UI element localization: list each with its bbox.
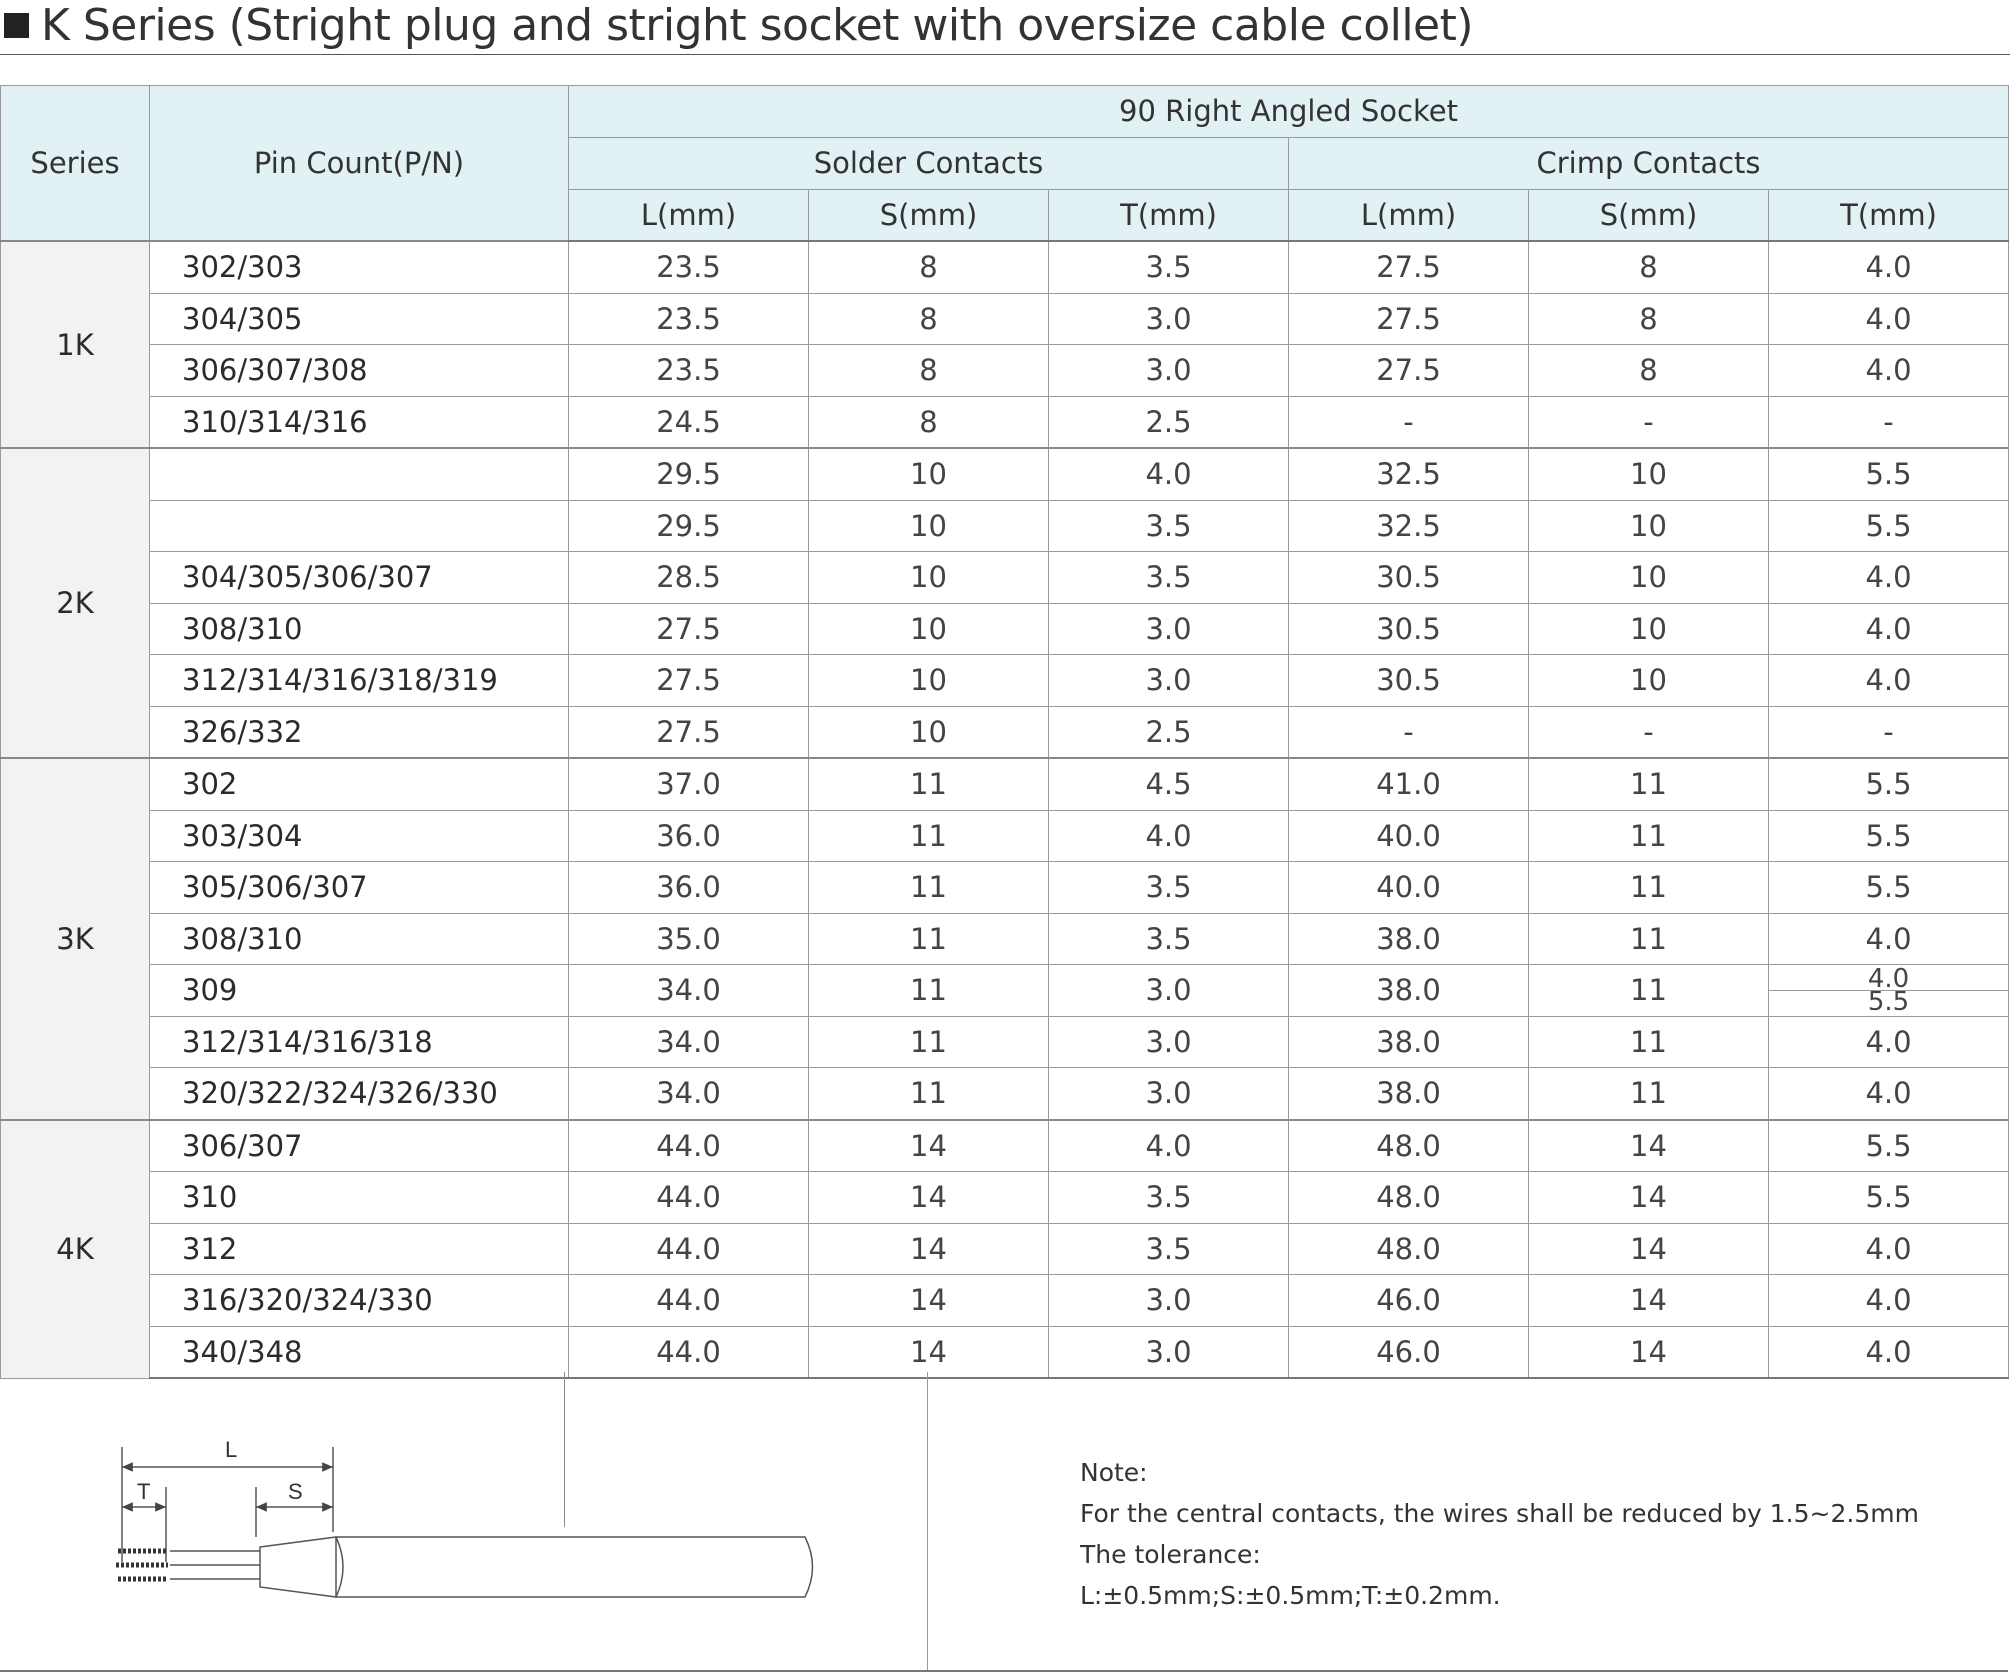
value-cell: 24.5 bbox=[569, 396, 809, 448]
value-cell: 2.5 bbox=[1049, 396, 1289, 448]
footer-divider bbox=[927, 1372, 928, 1670]
value-cell: 44.0 bbox=[569, 1275, 809, 1327]
value-cell: 38.0 bbox=[1289, 1068, 1529, 1120]
table-row bbox=[1, 810, 2009, 862]
table-row bbox=[1, 293, 2009, 345]
value-cell: 5.5 bbox=[1769, 448, 2009, 500]
value-cell: 4.0 bbox=[1769, 1275, 2009, 1327]
value-cell: 10 bbox=[809, 552, 1049, 604]
value-cell: 48.0 bbox=[1289, 1223, 1529, 1275]
value-cell: 14 bbox=[809, 1120, 1049, 1172]
value-cell: 48.0 bbox=[1289, 1120, 1529, 1172]
table-row bbox=[1, 706, 2009, 758]
pin-count-cell: 316/320/324/330 bbox=[150, 1275, 569, 1327]
value-cell: 44.0 bbox=[569, 1326, 809, 1378]
cable-dimension-diagram bbox=[100, 1427, 820, 1627]
note-block bbox=[1080, 1452, 1919, 1616]
value-cell: 8 bbox=[809, 345, 1049, 397]
note-line: L:±0.5mm;S:±0.5mm;T:±0.2mm. bbox=[1080, 1581, 1501, 1610]
table-row bbox=[1, 655, 2009, 707]
split-value: 5.5 bbox=[1867, 986, 1910, 1016]
value-cell: 14 bbox=[1529, 1172, 1769, 1224]
value-cell: 14 bbox=[1529, 1326, 1769, 1378]
split-value: 4.0 bbox=[1769, 968, 2008, 991]
pin-count-cell: 326/332 bbox=[150, 706, 569, 758]
value-cell: - bbox=[1529, 396, 1769, 448]
value-cell: 46.0 bbox=[1289, 1275, 1529, 1327]
page-title bbox=[2, 0, 1473, 50]
value-cell: 3.0 bbox=[1049, 293, 1289, 345]
header-col: L(mm) bbox=[1289, 189, 1529, 241]
value-cell: 14 bbox=[1529, 1120, 1769, 1172]
value-cell: 5.5 bbox=[1769, 862, 2009, 914]
value-cell: 10 bbox=[1529, 448, 1769, 500]
value-cell: 10 bbox=[1529, 552, 1769, 604]
value-cell: 27.5 bbox=[569, 655, 809, 707]
value-cell: 23.5 bbox=[569, 241, 809, 293]
table-row bbox=[1, 1172, 2009, 1224]
table-row bbox=[1, 1326, 2009, 1378]
value-cell: 3.0 bbox=[1049, 1326, 1289, 1378]
header-pin-count: Pin Count(P/N) bbox=[150, 86, 569, 242]
pin-count-cell: 305/306/307 bbox=[150, 862, 569, 914]
value-cell: 3.5 bbox=[1049, 552, 1289, 604]
pin-count-cell: 304/305 bbox=[150, 293, 569, 345]
value-cell: 14 bbox=[809, 1275, 1049, 1327]
pin-count-cell: 310/314/316 bbox=[150, 396, 569, 448]
header-col: L(mm) bbox=[569, 189, 809, 241]
value-cell: 3.5 bbox=[1049, 241, 1289, 293]
value-cell: 5.5 bbox=[1769, 500, 2009, 552]
table-row bbox=[1, 862, 2009, 914]
pin-count-cell: 312/314/316/318/319 bbox=[150, 655, 569, 707]
pin-count-cell: 308/310 bbox=[150, 603, 569, 655]
pin-count-cell: 304/305/306/307 bbox=[150, 552, 569, 604]
value-cell: 35.0 bbox=[569, 913, 809, 965]
value-cell: 11 bbox=[809, 1016, 1049, 1068]
value-cell: 30.5 bbox=[1289, 603, 1529, 655]
value-cell: 11 bbox=[1529, 913, 1769, 965]
table-row bbox=[1, 1016, 2009, 1068]
value-cell: 40.0 bbox=[1289, 862, 1529, 914]
value-cell: 14 bbox=[809, 1326, 1049, 1378]
table-row bbox=[1, 345, 2009, 397]
value-cell: 10 bbox=[809, 655, 1049, 707]
value-cell: 5.5 bbox=[1769, 758, 2009, 810]
value-cell: 10 bbox=[809, 706, 1049, 758]
value-cell: 4.0 bbox=[1049, 810, 1289, 862]
value-cell: 27.5 bbox=[1289, 293, 1529, 345]
pin-count-cell: 302/303 bbox=[150, 241, 569, 293]
value-cell: 28.5 bbox=[569, 552, 809, 604]
value-cell: 10 bbox=[809, 603, 1049, 655]
value-cell: 29.5 bbox=[569, 448, 809, 500]
value-cell: 30.5 bbox=[1289, 552, 1529, 604]
value-cell: 32.5 bbox=[1289, 500, 1529, 552]
value-cell: 4.0 bbox=[1049, 448, 1289, 500]
value-cell: 11 bbox=[1529, 1016, 1769, 1068]
header-series: Series bbox=[1, 86, 150, 242]
value-cell: 3.5 bbox=[1049, 500, 1289, 552]
value-cell: 5.5 bbox=[1769, 810, 2009, 862]
footer-panel bbox=[0, 1372, 2008, 1672]
value-cell: 8 bbox=[1529, 293, 1769, 345]
value-cell: 11 bbox=[1529, 862, 1769, 914]
value-cell: - bbox=[1529, 706, 1769, 758]
note-line: For the central contacts, the wires shall be reduced by 1.5~2.5mm bbox=[1080, 1499, 1919, 1528]
value-cell: 11 bbox=[1529, 965, 1769, 1017]
series-cell: 1K bbox=[1, 241, 150, 448]
value-cell: 14 bbox=[1529, 1223, 1769, 1275]
value-cell: 11 bbox=[809, 1068, 1049, 1120]
note-heading: Note: bbox=[1080, 1458, 1148, 1487]
dimension-label-s: S bbox=[288, 1479, 303, 1504]
value-cell: 44.0 bbox=[569, 1120, 809, 1172]
value-cell: 4.0 bbox=[1769, 552, 2009, 604]
value-cell: 44.0 bbox=[569, 1223, 809, 1275]
series-cell: 3K bbox=[1, 758, 150, 1120]
value-cell: - bbox=[1769, 396, 2009, 448]
dimension-label-t: T bbox=[137, 1479, 151, 1504]
table-row bbox=[1, 1068, 2009, 1120]
value-cell: 5.5 bbox=[1769, 1120, 2009, 1172]
value-cell: 3.0 bbox=[1049, 345, 1289, 397]
header-col: T(mm) bbox=[1769, 189, 2009, 241]
value-cell: 27.5 bbox=[569, 603, 809, 655]
value-cell: 23.5 bbox=[569, 293, 809, 345]
value-cell: 36.0 bbox=[569, 810, 809, 862]
table-row bbox=[1, 500, 2009, 552]
value-cell: - bbox=[1289, 706, 1529, 758]
value-cell: 4.0 bbox=[1769, 293, 2009, 345]
value-cell: 34.0 bbox=[569, 965, 809, 1017]
value-cell: 14 bbox=[1529, 1275, 1769, 1327]
pin-count-cell: 306/307 bbox=[150, 1120, 569, 1172]
value-cell: 30.5 bbox=[1289, 655, 1529, 707]
value-cell: 10 bbox=[809, 500, 1049, 552]
pin-count-cell: 312/314/316/318 bbox=[150, 1016, 569, 1068]
value-cell: 23.5 bbox=[569, 345, 809, 397]
pin-count-cell: 340/348 bbox=[150, 1326, 569, 1378]
table-row bbox=[1, 1120, 2009, 1172]
value-cell: 34.0 bbox=[569, 1016, 809, 1068]
value-cell: 27.5 bbox=[1289, 345, 1529, 397]
table-row bbox=[1, 603, 2009, 655]
value-cell: 4.0 bbox=[1769, 1068, 2009, 1120]
value-cell: 4.0 bbox=[1769, 1016, 2009, 1068]
value-cell: 4.0 bbox=[1769, 603, 2009, 655]
header-col: S(mm) bbox=[1529, 189, 1769, 241]
value-cell: 4.0 bbox=[1049, 1120, 1289, 1172]
value-cell: 14 bbox=[809, 1223, 1049, 1275]
value-cell: 4.5 bbox=[1049, 758, 1289, 810]
value-cell: 8 bbox=[1529, 345, 1769, 397]
value-cell: 3.0 bbox=[1049, 655, 1289, 707]
value-cell: 10 bbox=[1529, 603, 1769, 655]
value-cell: 4.0 bbox=[1769, 345, 2009, 397]
header-col: S(mm) bbox=[809, 189, 1049, 241]
value-cell: 11 bbox=[809, 810, 1049, 862]
table-row bbox=[1, 913, 2009, 965]
header-col: T(mm) bbox=[1049, 189, 1289, 241]
value-cell: 38.0 bbox=[1289, 965, 1529, 1017]
value-cell: 41.0 bbox=[1289, 758, 1529, 810]
pin-count-cell bbox=[150, 500, 569, 552]
pin-count-cell: 320/322/324/326/330 bbox=[150, 1068, 569, 1120]
value-cell: 3.0 bbox=[1049, 965, 1289, 1017]
value-cell: 3.5 bbox=[1049, 1223, 1289, 1275]
table-row bbox=[1, 758, 2009, 810]
split-value-cell bbox=[1769, 965, 2009, 1017]
value-cell: 3.0 bbox=[1049, 1068, 1289, 1120]
value-cell: 11 bbox=[1529, 1068, 1769, 1120]
series-cell: 4K bbox=[1, 1120, 150, 1379]
value-cell: 4.0 bbox=[1769, 1223, 2009, 1275]
title-divider bbox=[0, 54, 2010, 55]
value-cell: 10 bbox=[1529, 655, 1769, 707]
pin-count-cell: 302 bbox=[150, 758, 569, 810]
value-cell: 3.0 bbox=[1049, 1016, 1289, 1068]
value-cell: 4.0 bbox=[1769, 241, 2009, 293]
value-cell: 46.0 bbox=[1289, 1326, 1529, 1378]
note-line: The tolerance: bbox=[1080, 1540, 1261, 1569]
value-cell: 11 bbox=[1529, 810, 1769, 862]
value-cell: 8 bbox=[809, 396, 1049, 448]
table-row bbox=[1, 552, 2009, 604]
table-body bbox=[1, 241, 2009, 1378]
pin-count-cell: 309 bbox=[150, 965, 569, 1017]
value-cell: 38.0 bbox=[1289, 913, 1529, 965]
header-group-title: 90 Right Angled Socket bbox=[569, 86, 2009, 138]
value-cell: 3.5 bbox=[1049, 1172, 1289, 1224]
pin-count-cell: 310 bbox=[150, 1172, 569, 1224]
pin-count-cell: 308/310 bbox=[150, 913, 569, 965]
value-cell: - bbox=[1769, 706, 2009, 758]
value-cell: 29.5 bbox=[569, 500, 809, 552]
value-cell: 11 bbox=[809, 862, 1049, 914]
pin-count-cell: 303/304 bbox=[150, 810, 569, 862]
value-cell: 4.0 bbox=[1769, 1326, 2009, 1378]
value-cell: 4.0 bbox=[1769, 655, 2009, 707]
page-title-text: K Series (Stright plug and stright socket with oversize cable collet) bbox=[41, 0, 1474, 51]
value-cell: 48.0 bbox=[1289, 1172, 1529, 1224]
header-crimp-contacts: Crimp Contacts bbox=[1289, 137, 2009, 189]
value-cell: 11 bbox=[809, 758, 1049, 810]
header-solder-contacts: Solder Contacts bbox=[569, 137, 1289, 189]
table-row bbox=[1, 1223, 2009, 1275]
value-cell: 3.0 bbox=[1049, 603, 1289, 655]
value-cell: 10 bbox=[1529, 500, 1769, 552]
pin-count-cell: 312 bbox=[150, 1223, 569, 1275]
square-bullet-icon bbox=[4, 13, 29, 38]
value-cell: 3.0 bbox=[1049, 1275, 1289, 1327]
value-cell: 3.5 bbox=[1049, 913, 1289, 965]
value-cell: 11 bbox=[809, 913, 1049, 965]
value-cell: 27.5 bbox=[569, 706, 809, 758]
value-cell: 5.5 bbox=[1769, 1172, 2009, 1224]
series-cell: 2K bbox=[1, 448, 150, 758]
value-cell: 11 bbox=[809, 965, 1049, 1017]
value-cell: 11 bbox=[1529, 758, 1769, 810]
value-cell: 34.0 bbox=[569, 1068, 809, 1120]
value-cell: - bbox=[1289, 396, 1529, 448]
table-row bbox=[1, 965, 2009, 1017]
value-cell: 8 bbox=[809, 293, 1049, 345]
value-cell: 38.0 bbox=[1289, 1016, 1529, 1068]
table-row bbox=[1, 241, 2009, 293]
table-row bbox=[1, 396, 2009, 448]
dimension-label-l: L bbox=[225, 1437, 238, 1462]
value-cell: 8 bbox=[809, 241, 1049, 293]
value-cell: 36.0 bbox=[569, 862, 809, 914]
value-cell: 37.0 bbox=[569, 758, 809, 810]
table-header bbox=[1, 86, 2009, 242]
value-cell: 10 bbox=[809, 448, 1049, 500]
table-row bbox=[1, 1275, 2009, 1327]
dimension-table bbox=[0, 85, 2009, 1379]
value-cell: 2.5 bbox=[1049, 706, 1289, 758]
table-row bbox=[1, 448, 2009, 500]
value-cell: 32.5 bbox=[1289, 448, 1529, 500]
value-cell: 40.0 bbox=[1289, 810, 1529, 862]
value-cell: 8 bbox=[1529, 241, 1769, 293]
value-cell: 14 bbox=[809, 1172, 1049, 1224]
value-cell: 4.0 bbox=[1769, 913, 2009, 965]
pin-count-cell: 306/307/308 bbox=[150, 345, 569, 397]
value-cell: 27.5 bbox=[1289, 241, 1529, 293]
value-cell: 3.5 bbox=[1049, 862, 1289, 914]
pin-count-cell bbox=[150, 448, 569, 500]
value-cell: 44.0 bbox=[569, 1172, 809, 1224]
